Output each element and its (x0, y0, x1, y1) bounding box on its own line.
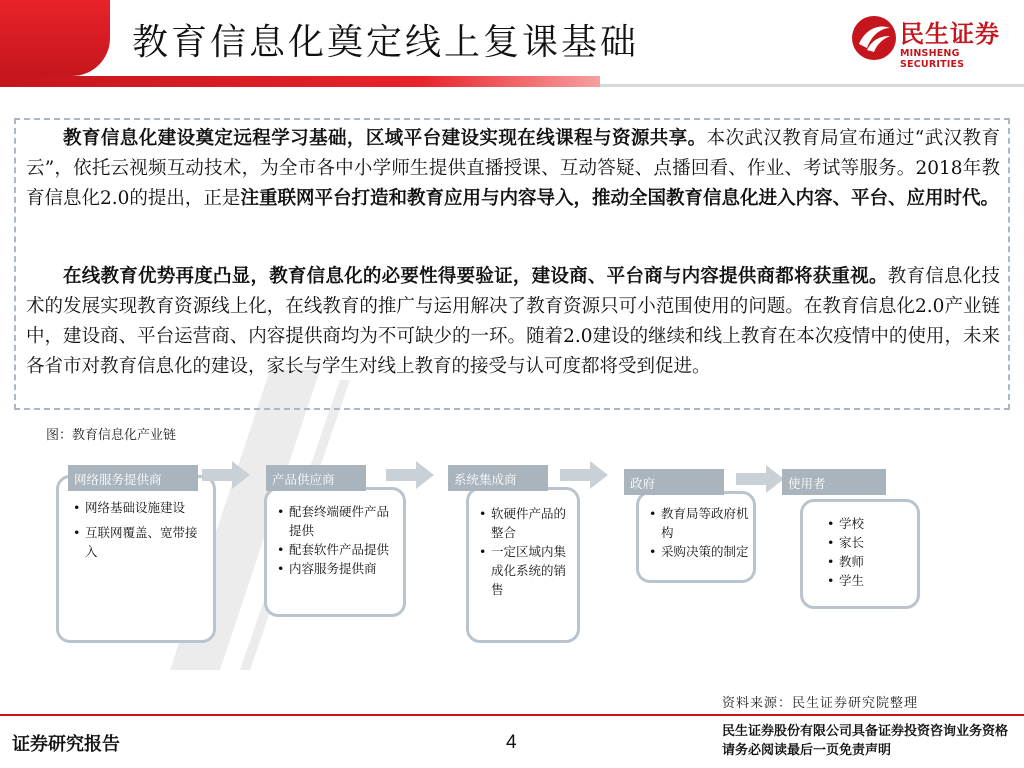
stage-tab-government: 政府 (624, 469, 724, 495)
title-accent-tab (0, 0, 110, 76)
summary-text-box (14, 118, 1010, 410)
stage-item: • 一定区域内集成化系统的销售 (479, 542, 567, 599)
paragraph-2-lead: 在线教育优势再度凸显，教育信息化的必要性得要验证，建设商、平台商与内容提供商都将获重视。 (63, 266, 888, 287)
figure-caption: 图：教育信息化产业链 (46, 428, 177, 443)
stage-item: • 配套终端硬件产品提供 (277, 502, 397, 540)
arrow-right-icon (736, 465, 784, 493)
stage-item: • 内容服务提供商 (277, 559, 397, 578)
paragraph-1-lead: 教育信息化建设奠定远程学习基础，区域平台建设实现在线课程与资源共享。 (63, 128, 707, 149)
paragraph-1-emphasis: 注重联网平台打造和教育应用与内容导入，推动全国教育信息化进入内容、平台、应用时代。 (240, 188, 999, 209)
stage-item: • 网络基础设施建设 (73, 498, 203, 517)
stage-box-government (636, 491, 756, 583)
page-number: 4 (506, 732, 517, 753)
page-title: 教育信息化奠定线上复课基础 (132, 22, 640, 63)
arrow-right-icon (202, 461, 250, 489)
stage-tab-integrator: 系统集成商 (448, 465, 548, 491)
footer-disclaimer-text: 请务必阅读最后一页免责声明 (722, 743, 892, 758)
footer-disclaimer (722, 722, 1008, 760)
logo-chinese-text: 民生证券 (900, 20, 1000, 48)
industry-chain-diagram (40, 455, 1000, 655)
stage-box-integrator (466, 487, 580, 643)
arrow-right-icon (386, 461, 434, 489)
stage-box-network (56, 475, 216, 643)
arrow-right-icon (560, 461, 608, 489)
paragraph-1-body: 本次武汉教育局宣布通过“武汉教育云”，依托云视频互动技术，为全市各中小学师生提供直播授课、互动答疑、点播回看、作业、考试等服务。2018年教育信息化2.0的提出，正是 (26, 128, 1000, 209)
footer-report-label: 证券研究报告 (12, 734, 120, 755)
header-divider-gray (600, 84, 1024, 87)
stage-box-users (800, 499, 920, 609)
logo-mark-icon (850, 14, 898, 62)
stage-item: • 学生 (827, 571, 907, 590)
company-logo (850, 10, 1020, 70)
stage-item: • 采购决策的制定 (649, 542, 749, 561)
stage-item: • 配套软件产品提供 (277, 540, 397, 559)
paragraph-2 (26, 262, 1000, 382)
stage-item: • 学校 (827, 514, 907, 533)
stage-item: • 教育局等政府机构 (649, 504, 749, 542)
logo-english-text: MINSHENG SECURITIES (900, 48, 965, 70)
stage-box-products (264, 487, 406, 617)
stage-tab-network: 网络服务提供商 (68, 465, 198, 491)
paragraph-2-body: 教育信息化技术的发展实现教育资源线上化，在线教育的推广与运用解决了教育资源只可小范围使用的问题。在教育信息化2.0产业链中，建设商、平台运营商、内容提供商均为不可缺少的一环。随着2.0建设的继续和线上教育在本次疫情中的使用，未来各省市对教育信息化的建设，家长与学生对线上教育的接受与认可度都将受到促进。 (26, 266, 1000, 377)
header-divider-red (0, 76, 600, 87)
stage-item: • 软硬件产品的整合 (479, 504, 567, 542)
stage-item: • 互联网覆盖、宽带接入 (73, 523, 203, 561)
footer-divider (0, 714, 1024, 716)
stage-item: • 教师 (827, 552, 907, 571)
stage-tab-products: 产品供应商 (266, 465, 366, 491)
footer-qualification-text: 民生证券股份有限公司具备证券投资咨询业务资格 (722, 724, 1009, 739)
stage-item: • 家长 (827, 533, 907, 552)
paragraph-1 (26, 124, 1000, 214)
slide-header (0, 0, 1024, 90)
stage-tab-users: 使用者 (782, 469, 886, 495)
figure-source: 资料来源：民生证券研究院整理 (722, 696, 919, 711)
